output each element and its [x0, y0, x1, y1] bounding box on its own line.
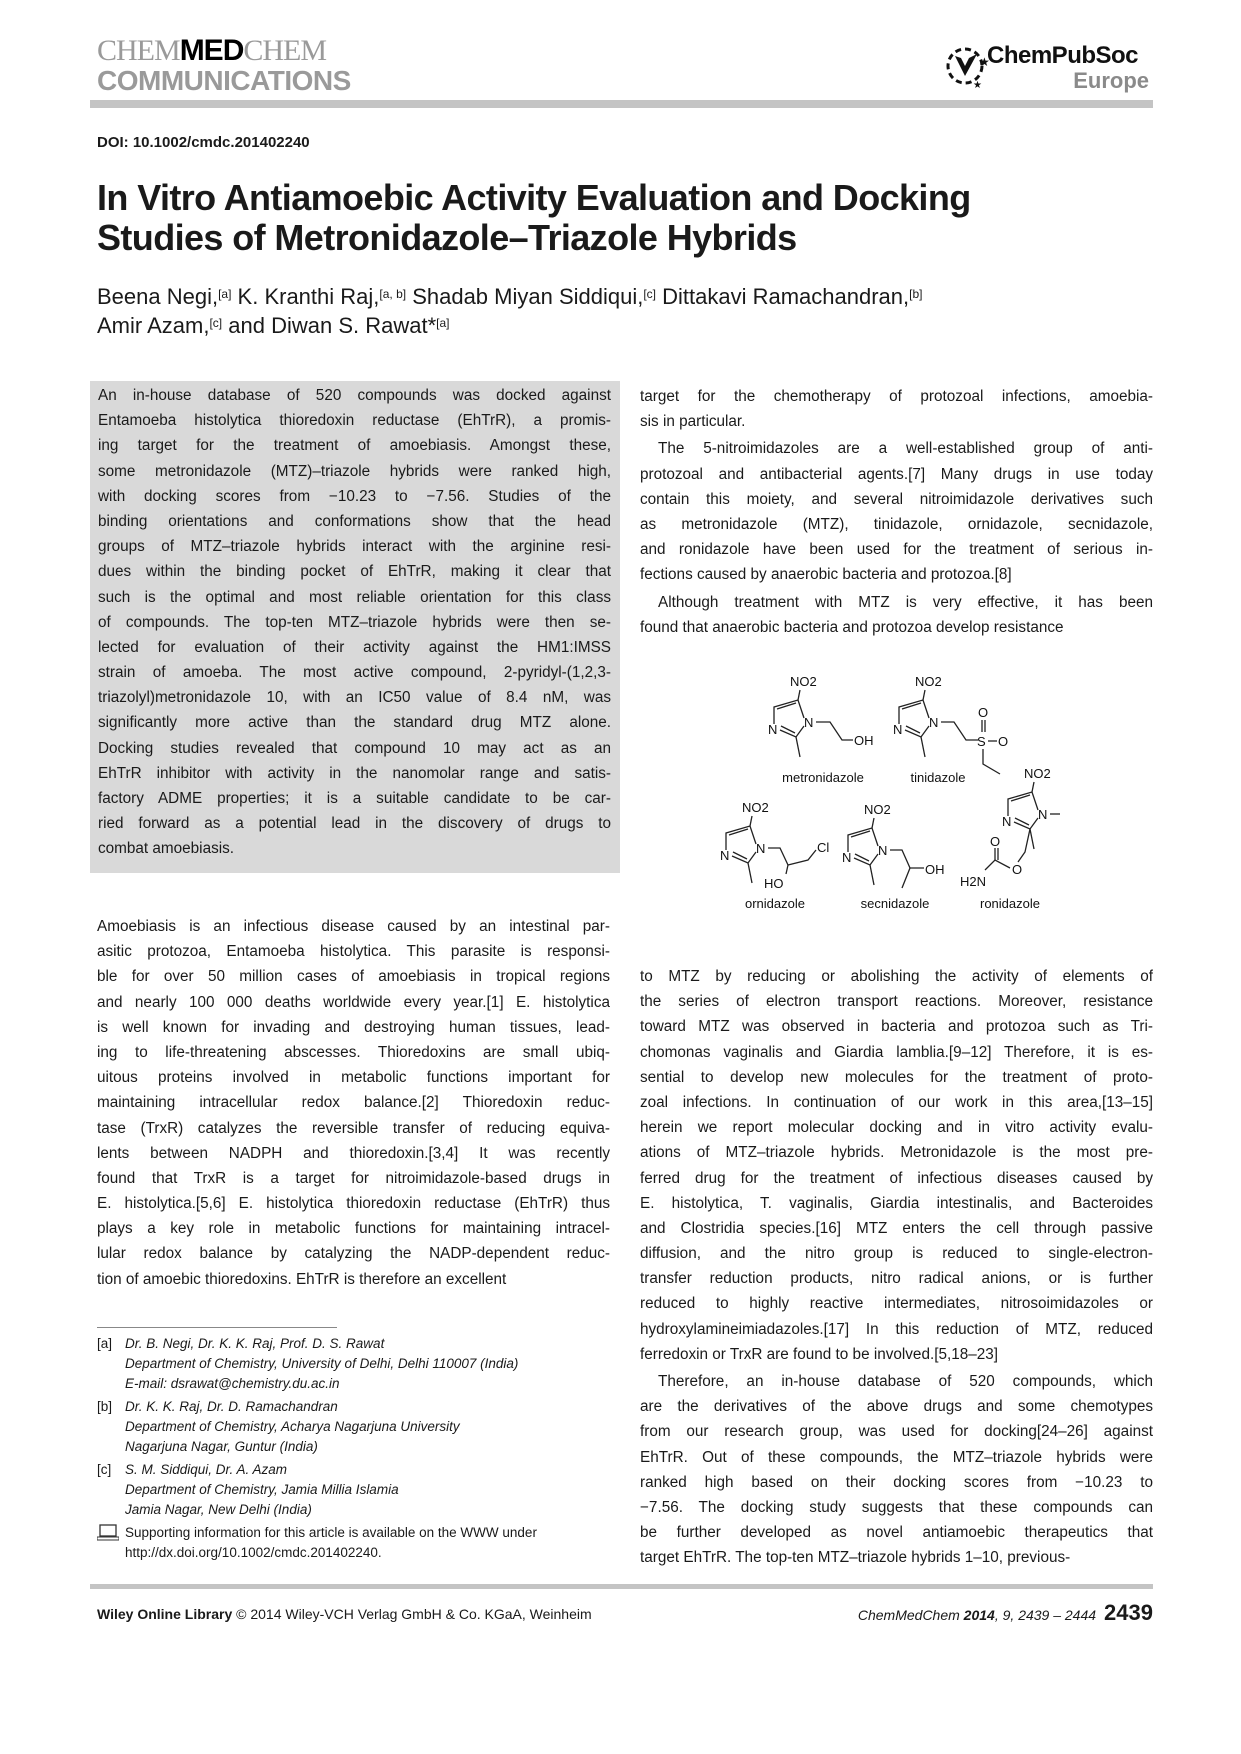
atom-label: Cl — [817, 840, 830, 855]
text-line: toward MTZ was observed in bacteria and protozoa such as Tri- — [640, 1018, 1153, 1036]
publisher-name: ChemPubSoc — [987, 42, 1139, 69]
affiliation-line: Department of Chemistry, Jamia Millia Islamia — [125, 1482, 399, 1497]
atom-label: OH — [854, 733, 874, 748]
text-line: chomonas vaginalis and Giardia lamblia.[9–12] Therefore, it is es- — [640, 1043, 1153, 1061]
atom-label: N — [1038, 807, 1048, 822]
atom-label: N — [720, 848, 730, 863]
atom-label: N — [804, 715, 814, 730]
body-right-column-top — [640, 384, 1153, 640]
atom-label: O — [1012, 862, 1023, 877]
text-line: An in-house database of 520 compounds was docked against — [98, 387, 611, 404]
atom-label: OH — [925, 862, 945, 877]
bond — [726, 826, 756, 850]
text-line: found that TrxR is a target for nitroimidazole-based drugs in — [97, 1169, 610, 1187]
affiliation-line: S. M. Siddiqui, Dr. A. Azam — [125, 1462, 288, 1477]
text-line: The 5-nitroimidazoles are a well-established group of anti- — [658, 440, 1153, 458]
text-line: factory ADME properties; it is a suitable candidate to be car- — [98, 790, 611, 807]
svg-text:★: ★ — [979, 55, 989, 69]
atom-label: N — [1002, 814, 1012, 829]
bond — [748, 863, 752, 883]
atom-label: O — [990, 834, 1001, 849]
bond — [816, 722, 853, 740]
affiliation-line: Department of Chemistry, University of Delhi, Delhi 110007 (India) — [125, 1356, 519, 1371]
affiliation-tag: [b] — [97, 1399, 113, 1414]
text-line: the series of electron transport reactions. Moreover, resistance — [640, 993, 1153, 1011]
text-line: groups of MTZ–triazole hybrids interact with the arginine resi- — [98, 538, 611, 556]
text-line: such is the optimal and most reliable orientation for this class — [98, 588, 611, 606]
bond — [1008, 792, 1038, 816]
affiliations — [97, 1334, 617, 1566]
text-line: to MTZ by reducing or abolishing the activity of elements of — [640, 968, 1153, 985]
author: K. Kranthi Raj, — [231, 284, 380, 309]
text-line: hydroxylamineimiadazoles.[17] In this reduction of MTZ, reduced — [640, 1320, 1153, 1338]
text-line: and nearly 100 000 deaths worldwide every year.[1] E. histolytica — [97, 993, 610, 1011]
doi: DOI: 10.1002/cmdc.201402240 — [97, 134, 310, 151]
text-line: be further developed as novel antiamoebic therapeutics that — [640, 1524, 1153, 1542]
text-line: maintaining intracellular redox balance.[2] Thioredoxin reduc- — [97, 1094, 610, 1112]
nitroimidazole-structures-figure — [640, 660, 1160, 940]
affiliation-mark: [a] — [436, 316, 450, 330]
nitro-group-label: NO2 — [1024, 766, 1051, 781]
title-line: In Vitro Antiamoebic Activity Evaluation and Docking — [97, 177, 971, 218]
abstract — [98, 383, 611, 862]
bond — [985, 860, 1010, 870]
email-link[interactable]: E-mail: dsrawat@chemistry.du.ac.in — [125, 1376, 340, 1391]
text-line: diffusion, and the nitro group is reduced to single-electron- — [640, 1245, 1153, 1263]
nitro-group-label: NO2 — [864, 802, 891, 817]
text-line: uitous proteins involved in metabolic functions important for — [97, 1069, 610, 1087]
author: Beena Negi, — [97, 284, 219, 309]
text-line: lular redox balance by catalyzing the NADP-dependent reduc- — [97, 1245, 610, 1263]
text-line: ble for over 50 million cases of amoebiasis in tropical regions — [97, 968, 610, 986]
paragraph — [640, 384, 1153, 434]
nitro-group-label: NO2 — [742, 800, 769, 815]
supporting-info-link[interactable]: http://dx.doi.org/10.1002/cmdc.201402240. — [125, 1545, 382, 1560]
text-line: triazolyl)metronidazole 10, with an IC50 value of 8.4 nM, was — [98, 689, 611, 707]
citation-journal: ChemMedChem — [857, 1607, 960, 1623]
bond — [1030, 829, 1034, 849]
author: Shadab Miyan Siddiqui, — [406, 284, 644, 309]
text-line: reduced to highly reactive intermediates, nitrosoimidazoles or — [640, 1295, 1153, 1313]
affiliation-mark: [a] — [218, 287, 232, 301]
copyright: © 2014 Wiley-VCH Verlag GmbH & Co. KGaA, Weinheim — [232, 1606, 592, 1622]
text-line: sential to develop new molecules for the treatment of proto- — [640, 1068, 1153, 1086]
text-line: Entamoeba histolytica thioredoxin reductase (EhTrR), a promis- — [98, 412, 611, 430]
paragraph — [98, 383, 611, 862]
text-line: transfer reduction products, nitro radical anions, or is further — [640, 1270, 1153, 1288]
text-line: ranked high based on their docking scores from −10.23 to — [640, 1473, 1153, 1491]
text-line: some metronidazole (MTZ)–triazole hybrids were ranked high, — [98, 462, 611, 480]
affiliation-line: Nagarjuna Nagar, Guntur (India) — [125, 1439, 318, 1454]
text-line: E. histolytica.[5,6] E. histolytica thioredoxin reductase (EhTrR) thus — [97, 1195, 610, 1213]
atom-label: S — [977, 734, 986, 749]
atom-label: N — [756, 841, 766, 856]
compound-name: ornidazole — [745, 896, 805, 911]
footer-right — [858, 1600, 1153, 1626]
compound-name: secnidazole — [860, 896, 930, 911]
affiliation-mark: [c] — [643, 287, 657, 301]
text-line: Docking studies revealed that compound 10 may act as an — [98, 739, 611, 757]
text-line: binding orientations and conformations show that the head — [98, 512, 611, 530]
atom-label: N — [878, 843, 888, 858]
text-line: is well known for invading and destroying human tissues, lead- — [97, 1018, 610, 1036]
text-line: protozoal and antibacterial agents.[7] Many drugs in use today — [640, 465, 1153, 483]
author: and Diwan S. Rawat* — [222, 313, 437, 338]
paragraph — [640, 436, 1153, 587]
text-line: ried forward as a potential lead in the discovery of drugs to — [98, 815, 611, 833]
footnote-rule — [97, 1327, 337, 1328]
affiliation-tag: [c] — [97, 1462, 112, 1477]
bond — [902, 868, 910, 888]
affiliation-line: Jamia Nagar, New Delhi (India) — [125, 1502, 312, 1517]
bond — [848, 828, 878, 852]
title-line: Studies of Metronidazole–Triazole Hybrids — [97, 217, 797, 258]
text-line: lents between NADPH and thioredoxin.[3,4] It was recently — [97, 1144, 610, 1162]
text-line: tion of amoebic thioredoxins. EhTrR is therefore an excellent — [97, 1270, 507, 1288]
text-line: significantly more active than the standard drug MTZ alone. — [98, 714, 611, 732]
footer-divider — [90, 1584, 1153, 1589]
bond — [796, 737, 800, 757]
text-line: −7.56. The docking study suggests that these compounds can — [640, 1498, 1153, 1516]
bond — [1018, 829, 1030, 862]
text-line: zoal infections. In continuation of our work in this area,[13–15] — [640, 1093, 1153, 1111]
journal-med: MED — [179, 34, 244, 67]
affiliation-a — [97, 1334, 617, 1394]
bond — [899, 700, 929, 724]
paragraph — [640, 1369, 1153, 1571]
bond — [1032, 782, 1034, 792]
atom-label: HO — [764, 876, 784, 891]
atom-label: O — [998, 734, 1009, 749]
journal-chem: CHEM — [97, 34, 180, 67]
text-line: combat amoebiasis. — [98, 840, 235, 858]
atom-label: N — [842, 850, 852, 865]
journal-chem2: CHEM — [243, 34, 327, 67]
affiliation-tag: [a] — [97, 1336, 113, 1351]
supporting-info — [97, 1523, 617, 1563]
text-line: ing to life-threatening abscesses. Thioredoxins are small ubiq- — [97, 1043, 610, 1061]
text-line: contain this moiety, and several nitroimidazole derivatives such — [640, 490, 1153, 508]
atom-label: O — [978, 705, 989, 720]
header-divider — [90, 100, 1153, 108]
atom-label: H2N — [960, 874, 987, 889]
nitro-group-label: NO2 — [915, 674, 942, 689]
text-line: dues within the binding pocket of EhTrR, making it clear that — [98, 563, 611, 581]
affiliation-line: Department of Chemistry, Acharya Nagarjuna University — [125, 1419, 460, 1434]
text-line: with docking scores from −10.23 to −7.56. Studies of the — [98, 487, 611, 505]
compound-name: metronidazole — [782, 770, 864, 785]
wiley-online-library-link[interactable]: Wiley Online Library — [97, 1606, 233, 1622]
text-line: found that anaerobic bacteria and protozoa develop resistance — [640, 618, 1064, 636]
text-line: Although treatment with MTZ is very effective, it has been — [658, 593, 1153, 611]
page-number: 2439 — [1104, 1600, 1153, 1625]
publisher-region: Europe — [1073, 68, 1149, 93]
text-line: and ronidazole have been used for the treatment of serious in- — [640, 541, 1153, 559]
bond — [921, 737, 925, 757]
text-line: fections caused by anaerobic bacteria and protozoa.[8] — [640, 566, 1012, 584]
affiliation-c — [97, 1460, 617, 1520]
svg-text:★: ★ — [973, 80, 982, 91]
paragraph — [640, 964, 1153, 1367]
author-list — [97, 282, 922, 340]
compound-name: ronidazole — [980, 896, 1040, 911]
author: Amir Azam, — [97, 313, 210, 338]
affiliation-line: Dr. B. Negi, Dr. K. K. Raj, Prof. D. S. Rawat — [125, 1336, 385, 1351]
bond — [768, 848, 816, 865]
chempubsoc-emblem-icon — [945, 40, 989, 95]
text-line: plays a key role in metabolic functions for maintaining intracel- — [97, 1220, 610, 1238]
text-line: target for the chemotherapy of protozoal infections, amoebia- — [640, 388, 1153, 405]
article-title — [97, 178, 971, 258]
text-line: EhTrR inhibitor with activity in the nanomolar range and satis- — [98, 764, 611, 782]
affiliation-mark: [c] — [209, 316, 223, 330]
compound-name: tinidazole — [910, 770, 966, 785]
text-line: sis in particular. — [640, 413, 746, 431]
text-line: EhTrR. Out of these compounds, the MTZ–triazole hybrids were — [640, 1448, 1153, 1466]
text-line: lected for evaluation of their activity against the HM1:IMSS — [98, 638, 611, 656]
atom-label: N — [768, 722, 778, 737]
text-line: strain of amoeba. The most active compound, 2-pyridyl-(1,2,3- — [98, 664, 611, 682]
bond — [890, 850, 924, 868]
bond — [774, 700, 804, 724]
laptop-icon — [97, 1523, 125, 1563]
body-left-column — [97, 914, 610, 1292]
text-line: tase (TrxR) catalyzes the reversible transfer of reducing equiva- — [97, 1119, 610, 1137]
text-line: Amoebiasis is an infectious disease caused by an intestinal par- — [97, 918, 610, 935]
atom-label: N — [893, 722, 903, 737]
affiliation-mark: [a, b] — [379, 287, 407, 301]
text-line: ing target for the treatment of amoebiasis. Amongst these, — [98, 437, 611, 455]
text-line: herein we report molecular docking and in vitro activity evalu- — [640, 1119, 1153, 1137]
bond — [872, 818, 874, 828]
text-line: from our research group, was used for docking[24–26] against — [640, 1423, 1153, 1441]
body-right-column-bottom — [640, 964, 1153, 1571]
journal-name — [97, 36, 326, 66]
text-line: as metronidazole (MTZ), tinidazole, ornidazole, secnidazole, — [640, 515, 1153, 533]
affiliation-b — [97, 1397, 617, 1457]
footer-left — [97, 1606, 592, 1622]
bond — [798, 690, 800, 700]
bond — [983, 749, 1000, 774]
publisher-logo — [945, 40, 1155, 95]
paragraph — [640, 590, 1153, 640]
affiliation-mark: [b] — [909, 287, 923, 301]
bond — [786, 865, 788, 874]
bond — [750, 816, 752, 826]
text-line: of compounds. The top-ten MTZ–triazole hybrids were then se- — [98, 613, 611, 631]
text-line: E. histolytica, T. vaginalis, Giardia intestinalis, and Bacteroides — [640, 1194, 1153, 1212]
text-line: Therefore, an in-house database of 520 compounds, which — [658, 1373, 1153, 1390]
nitro-group-label: NO2 — [790, 674, 817, 689]
affiliation-line: Dr. K. K. Raj, Dr. D. Ramachandran — [125, 1399, 338, 1414]
bond — [941, 722, 978, 740]
bond — [923, 690, 925, 700]
paragraph — [97, 914, 610, 1292]
citation-year: 2014 — [959, 1607, 995, 1623]
text-line: ferredoxin or TrxR are found to be involved.[5,18–23] — [640, 1345, 998, 1363]
journal-section: COMMUNICATIONS — [97, 65, 351, 96]
atom-label: N — [929, 715, 939, 730]
supporting-info-text: Supporting information for this article is available on the WWW under — [125, 1525, 537, 1540]
bond — [870, 865, 874, 885]
text-line: target EhTrR. The top-ten MTZ–triazole hybrids 1–10, previous- — [640, 1549, 1071, 1567]
text-line: ations of MTZ–triazole hybrids. Metronidazole is the most pre- — [640, 1144, 1153, 1162]
author: Dittakavi Ramachandran, — [656, 284, 910, 309]
text-line: ferred drug for the treatment of infectious diseases caused by — [640, 1169, 1153, 1187]
text-line: asitic protozoa, Entamoeba histolytica. This parasite is responsi- — [97, 943, 610, 961]
text-line: are the derivatives of the above drugs and some chemotypes — [640, 1398, 1153, 1416]
text-line: and Clostridia species.[16] MTZ enters the cell through passive — [640, 1219, 1153, 1237]
citation-volume-pages: , 9, 2439 – 2444 — [994, 1607, 1097, 1623]
